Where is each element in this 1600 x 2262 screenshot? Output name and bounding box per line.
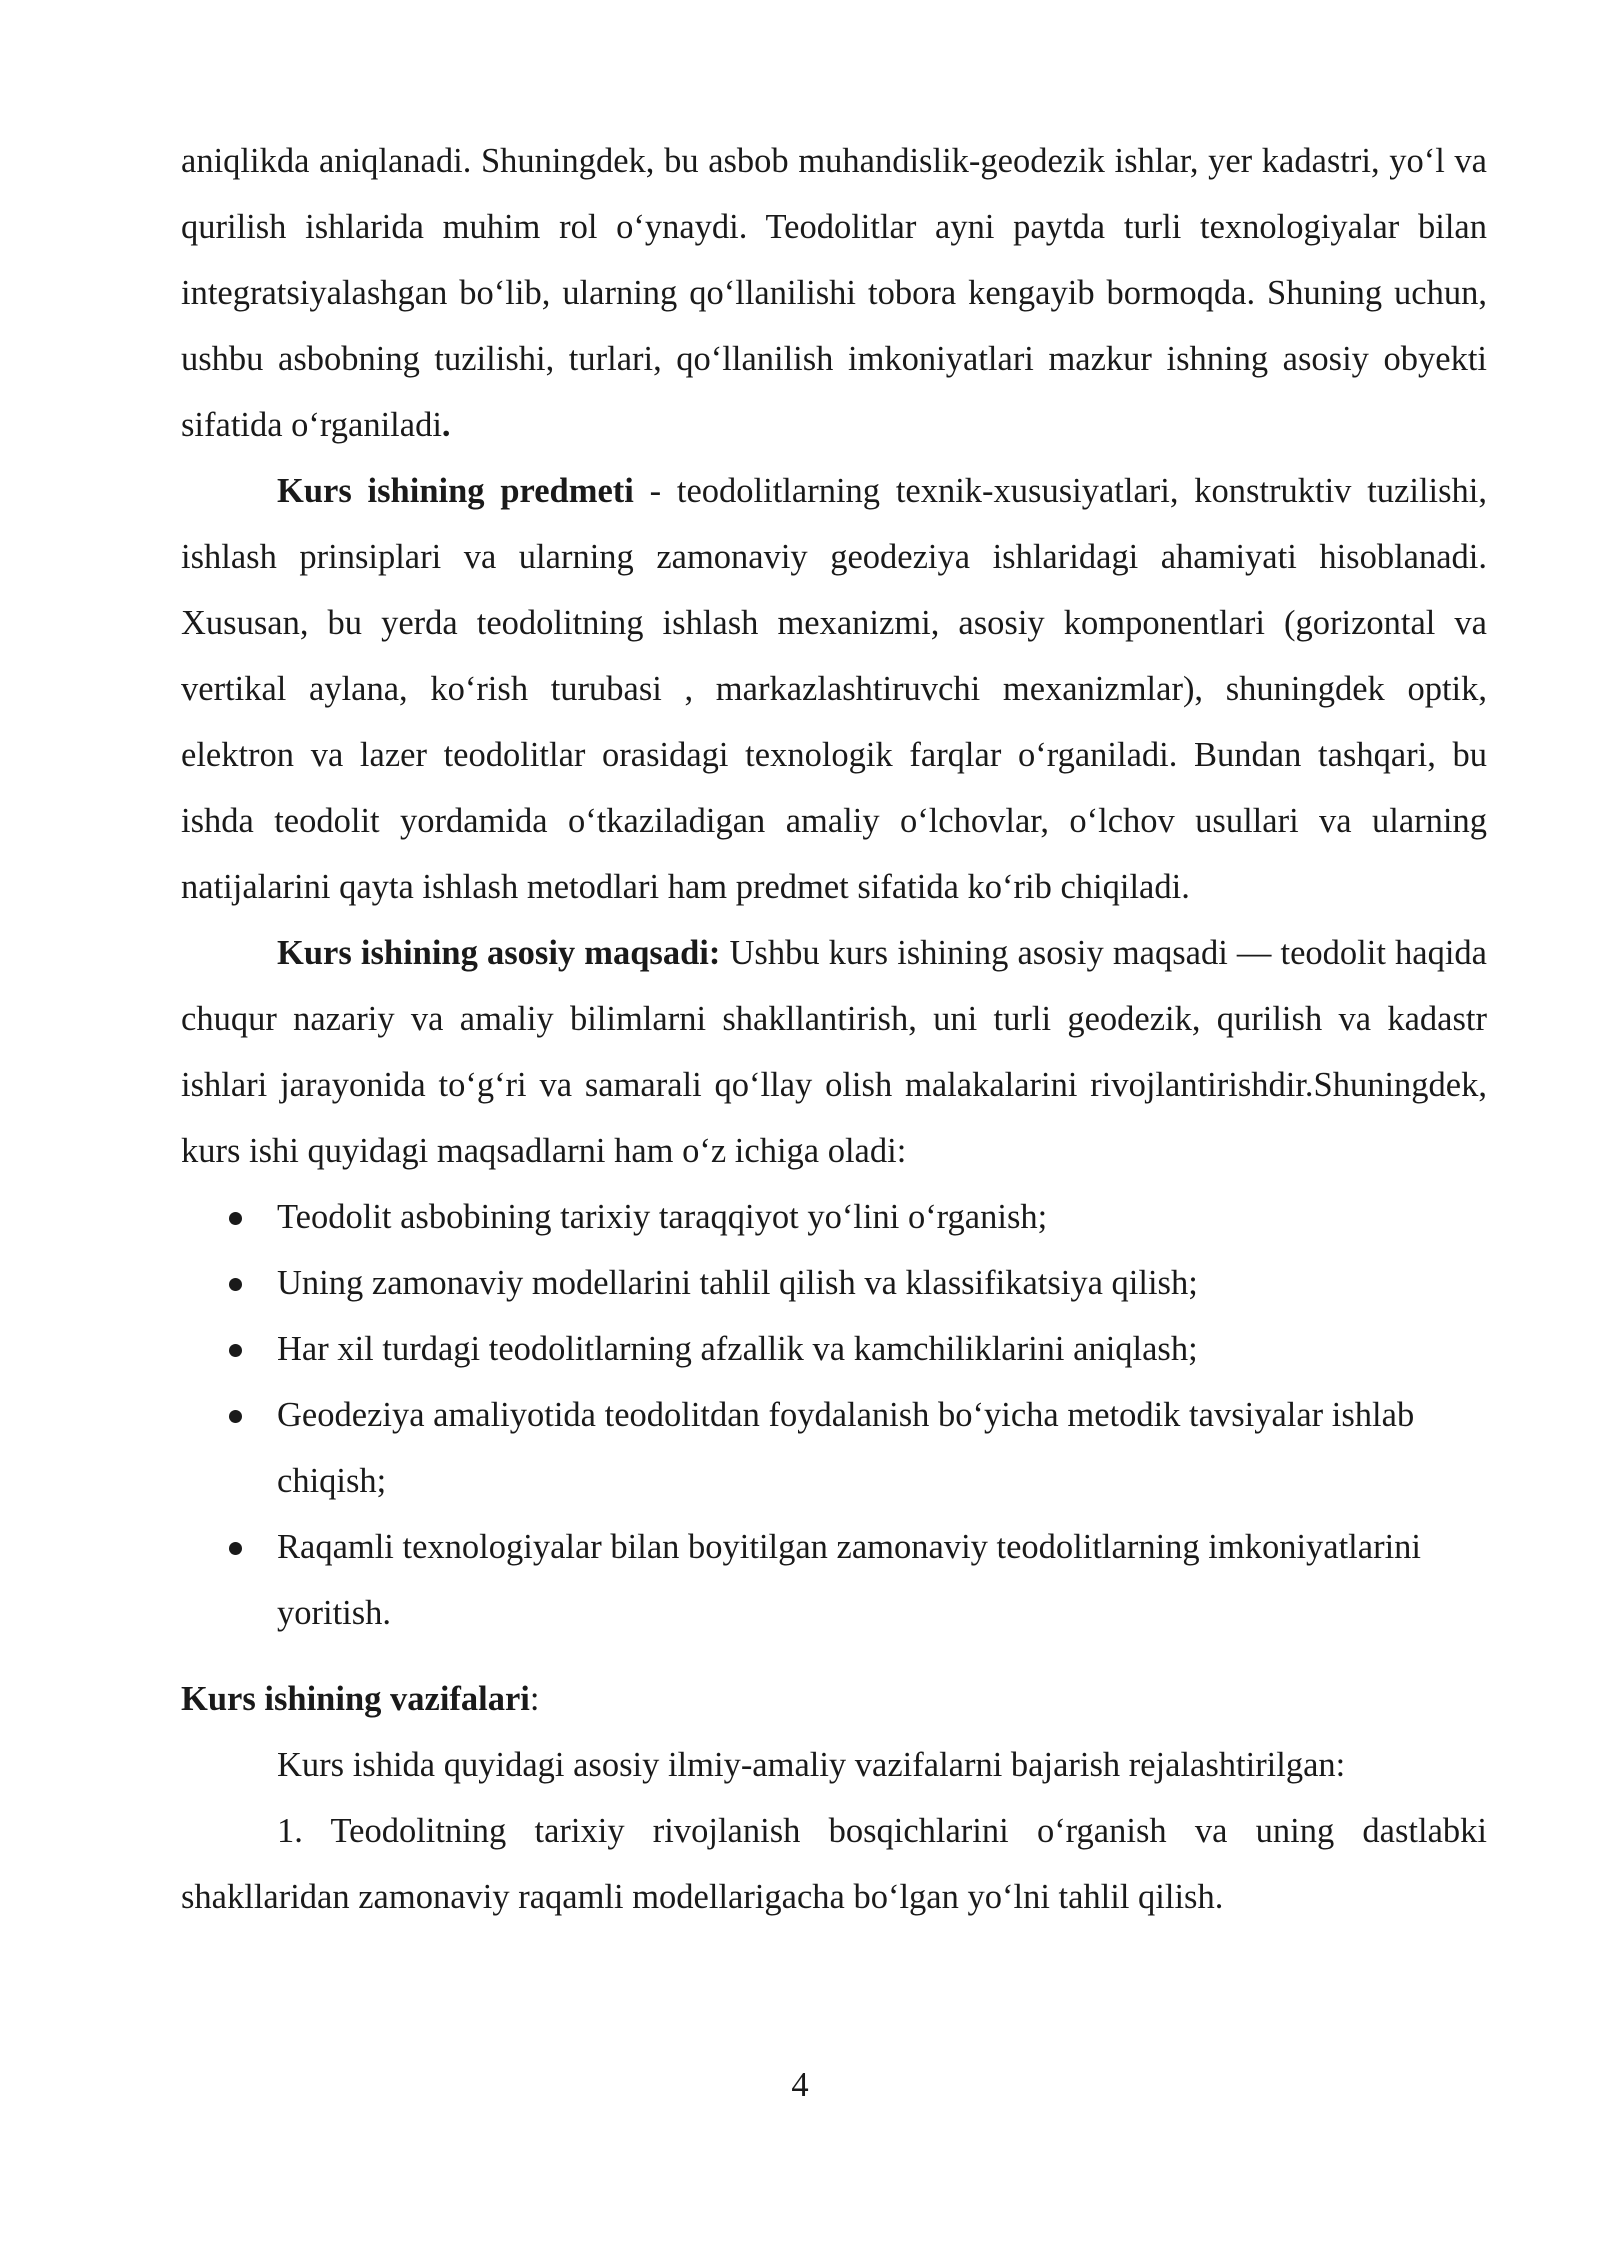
page-content [181,128,1487,1930]
bullet-icon [229,1344,242,1357]
list-item [181,1250,1427,1316]
tasks-intro: Kurs ishida quyidagi asosiy ilmiy-amaliy vazifalarni bajarish rejalashtirilgan: [277,1746,1346,1784]
bullet-icon [229,1278,242,1291]
goals-list [181,1184,1487,1646]
tasks-heading-colon: : [529,1680,540,1718]
page-number: 4 [791,2066,809,2104]
list-item [181,1184,1427,1250]
list-item-text: Har xil turdagi teodolitlarning afzallik va kamchiliklarini aniqlash; [277,1330,1198,1368]
paragraph-object-text: aniqlikda aniqlanadi. Shuningdek, bu asbob muhandislik-geodezik ishlar, yer kadastri, yo‘l va qurilish ishlarida muhim rol o‘ynaydi. Teodolitlar ayni paytda turli texnologiyalar bilan integratsiyalashgan bo‘lib, ularning qo‘llanilishi tobora kengayib bormoqda. Shuning uchun, ushbu asbobning tuzilishi, turlari, qo‘llanilish imkoniyatlari mazkur ishning asosiy obyekti sifatida o‘rganiladi [181,142,1487,444]
list-item-text: Raqamli texnologiyalar bilan boyitilgan zamonaviy teodolitlarning imkoniyatlarini yoritish. [277,1528,1421,1632]
subject-heading: Kurs ishining predmeti [277,472,634,510]
goal-text: Ushbu kurs ishining asosiy maqsadi — teodolit haqida chuqur nazariy va amaliy bilimlarni shakllantirish, uni turli geodezik, qurilish va kadastr ishlari jarayonida to‘g‘ri va samarali qo‘llay olish malakalarini rivojlantirishdir.Shuningdek, kurs ishi quyidagi maqsadlarni ham o‘z ichiga oladi: [181,934,1487,1170]
list-item [181,1316,1427,1382]
list-item [181,1514,1427,1646]
paragraph-object [181,128,1487,458]
subject-text: - teodolitlarning texnik-xususiyatlari, konstruktiv tuzilishi, ishlash prinsiplari va ularning zamonaviy geodeziya ishlaridagi ahamiyati hisoblanadi. Xususan, bu yerda teodolitning ishlash mexanizmi, asosiy komponentlari (gorizontal va vertikal aylana, ko‘rish turubasi , markazlashtiruvchi mexanizmlar), shuningdek optik, elektron va lazer teodolitlar orasidagi texnologik farqlar o‘rganiladi. Bundan tashqari, bu ishda teodolit yordamida o‘tkaziladigan amaliy o‘lchovlar, o‘lchov usullari va ularning natijalarini qayta ishlash metodlari ham predmet sifatida ko‘rib chiqiladi. [181,472,1488,906]
paragraph-subject [181,458,1487,920]
list-item [181,1382,1427,1514]
paragraph-goal [181,920,1487,1184]
task-item-1: 1. Teodolitning tarixiy rivojlanish bosqichlarini o‘rganish va uning dastlabki shakllaridan zamonaviy raqamli modellarigacha bo‘lgan yo‘lni tahlil qilish. [181,1812,1487,1916]
bullet-icon [229,1542,242,1555]
tasks-heading: Kurs ishining vazifalari [181,1680,530,1718]
list-item-text: Teodolit asbobining tarixiy taraqqiyot yo‘lini o‘rganish; [277,1198,1048,1236]
goal-heading: Kurs ishining asosiy maqsadi: [277,934,721,972]
bullet-icon [229,1410,242,1423]
list-item-text: Uning zamonaviy modellarini tahlil qilish va klassifikatsiya qilish; [277,1264,1198,1302]
bullet-icon [229,1212,242,1225]
tasks-heading-line [181,1666,1487,1732]
list-item-text: Geodeziya amaliyotida teodolitdan foydalanish bo‘yicha metodik tavsiyalar ishlab chiqish; [277,1396,1415,1500]
paragraph-object-end: . [441,406,451,444]
